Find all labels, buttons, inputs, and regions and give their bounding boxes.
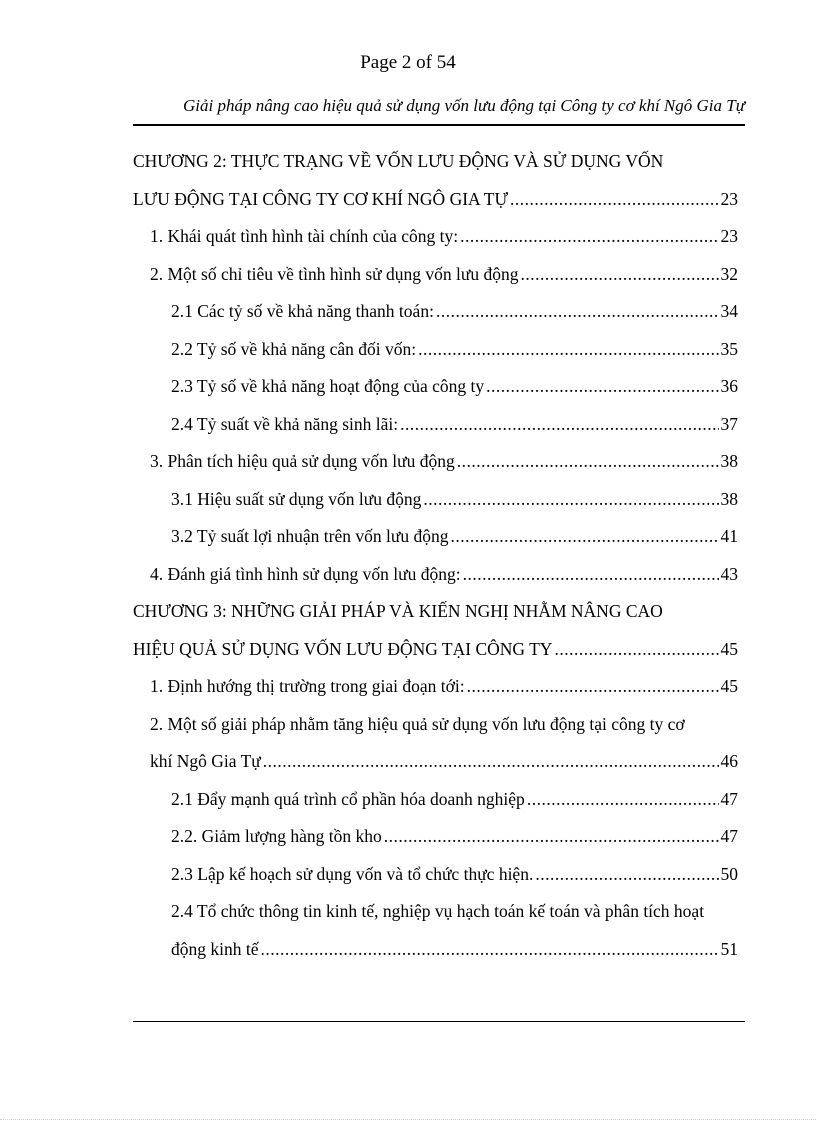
running-header-title: Giải pháp nâng cao hiệu quả sử dụng vốn lưu động tại Công ty cơ khí Ngô Gia Tự [183,96,745,115]
toc-entry-title: 4. Đánh giá tình hình sử dụng vốn lưu động: [150,563,461,584]
toc-entry[interactable] [133,218,738,256]
toc-page-number: 32 [720,263,738,284]
toc-entry-title: LƯU ĐỘNG TẠI CÔNG TY CƠ KHÍ NGÔ GIA TỰ [133,188,509,209]
toc-page-number: 47 [720,788,738,809]
toc-page-number: 47 [720,826,738,846]
toc-page-number: 50 [720,863,738,884]
toc-page-number: 38 [720,451,738,471]
toc-page-number: 46 [720,751,738,771]
toc-page-number: 23 [720,188,738,209]
toc-entry[interactable] [133,856,738,894]
toc-entry-title: CHƯƠNG 3: NHỮNG GIẢI PHÁP VÀ KIẾN NGHỊ NHẰM NÂNG CAO [133,601,663,621]
toc-entry-title: 2.2 Tỷ số về khả năng cân đối vốn: [171,338,417,359]
toc-entry[interactable] [133,368,738,406]
toc-entry-title: 2.1 Các tỷ số về khả năng thanh toán: [171,301,434,321]
toc-page-number: 23 [720,226,738,246]
toc-dot-leader [527,781,719,819]
toc-dot-leader [418,331,718,369]
toc-dot-leader [263,743,719,781]
toc-page-number: 34 [720,301,738,321]
toc-entry-title: 2.2. Giảm lượng hàng tồn kho [171,826,382,846]
toc-entry[interactable] [133,481,738,519]
toc-page-number: 35 [720,338,738,359]
toc-entry-title: 2. Một số chỉ tiêu về tình hình sử dụng vốn lưu động [150,263,519,284]
toc-page-number: 43 [720,563,738,584]
toc-entry-title: 1. Khái quát tình hình tài chính của công ty: [150,226,459,246]
page-number: Page 2 of 54 [360,52,456,73]
toc-entry[interactable] [133,443,738,481]
toc-entry[interactable] [133,293,738,331]
footer-rule [133,1021,745,1022]
toc-entry-title: 2.1 Đẩy mạnh quá trình cổ phần hóa doanh nghiệp [171,788,525,809]
toc-page-number: 36 [720,376,738,396]
toc-dot-leader [467,668,719,706]
toc-entry-title: 2.4 Tỷ suất về khả năng sinh lãi: [171,413,399,434]
toc-entry-title: HIỆU QUẢ SỬ DỤNG VỐN LƯU ĐỘNG TẠI CÔNG TY [133,638,553,659]
toc-dot-leader [384,818,719,856]
toc-entry[interactable] [133,331,738,369]
toc-entry[interactable] [133,143,738,218]
toc-entry-title: 2.3 Tỷ số về khả năng hoạt động của công ty [171,376,485,396]
toc-dot-leader [554,631,718,669]
toc-entry-title: 3.1 Hiệu suất sử dụng vốn lưu động [171,488,422,509]
toc-entry[interactable] [133,518,738,556]
toc-page-number: 41 [720,526,738,546]
toc-dot-leader [457,443,719,481]
toc-dot-leader [423,481,718,519]
toc-page-number: 51 [720,938,738,959]
toc-entry-title: 2.4 Tổ chức thông tin kinh tế, nghiệp vụ hạch toán kế toán và phân tích hoạt [171,901,705,921]
toc-dot-leader [436,293,719,331]
toc-entry-title: 2.3 Lập kế hoạch sử dụng vốn và tổ chức thực hiện. [171,863,534,884]
toc-entry[interactable] [133,406,738,444]
toc-dot-leader [451,518,719,556]
toc-dot-leader [400,406,718,444]
toc-entry[interactable] [133,706,738,781]
toc-page-number: 37 [720,413,738,434]
toc-dot-leader [463,556,719,594]
table-of-contents [133,143,738,968]
toc-entry-title: 2. Một số giải pháp nhằm tăng hiệu quả sử dụng vốn lưu động tại công ty cơ [150,713,685,734]
toc-entry[interactable] [133,256,738,294]
toc-entry-title: khí Ngô Gia Tự [150,751,261,771]
toc-page-number: 38 [720,488,738,509]
toc-entry[interactable] [133,668,738,706]
toc-entry-title: 3.2 Tỷ suất lợi nhuận trên vốn lưu động [171,526,449,546]
toc-dot-leader [535,856,718,894]
toc-entry[interactable] [133,781,738,819]
toc-entry-title: 3. Phân tích hiệu quả sử dụng vốn lưu động [150,451,455,471]
toc-entry[interactable] [133,593,738,668]
toc-dot-leader [486,368,718,406]
toc-entry[interactable] [133,893,738,968]
toc-dot-leader [460,218,718,256]
toc-entry[interactable] [133,556,738,594]
toc-page-number: 45 [720,638,738,659]
toc-page-number: 45 [720,676,738,696]
page-edge-divider [0,1119,816,1120]
header-rule [133,124,745,126]
toc-dot-leader [261,931,719,969]
toc-entry-title: CHƯƠNG 2: THỰC TRẠNG VỀ VỐN LƯU ĐỘNG VÀ SỬ DỤNG VỐN [133,151,664,171]
toc-dot-leader [510,181,718,219]
toc-entry-title: động kinh tế [171,938,259,959]
toc-entry-title: 1. Định hướng thị trường trong giai đoạn tới: [150,676,465,696]
toc-entry[interactable] [133,818,738,856]
toc-dot-leader [520,256,718,294]
